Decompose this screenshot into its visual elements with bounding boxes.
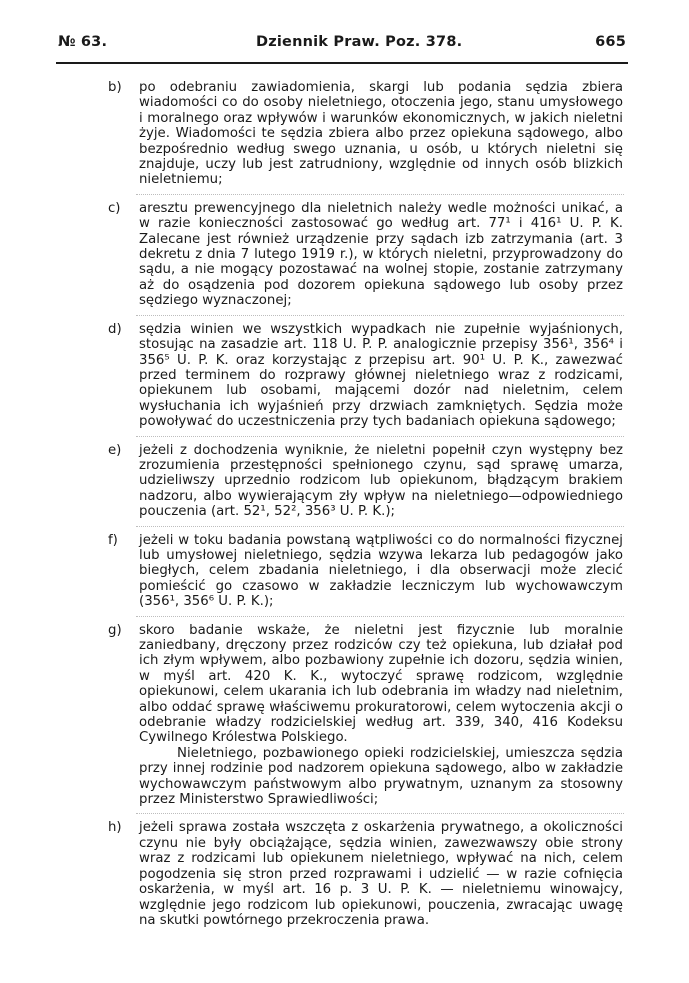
item-text: [139, 623, 623, 808]
list-item-b: [0, 80, 689, 188]
item-separator: [136, 194, 624, 195]
header-rule: [56, 62, 628, 64]
item-text: [139, 322, 623, 430]
paragraph: jeżeli sprawa została wszczęta z oskarżenia prywatnego, a okoliczności czynu nie były obciążające, sędzia winien, zawezwawszy obie strony wraz z rodzicami lub opiekunem nieletniego, wpływać na nich, celem pogodzenia się stron przed rozprawami i udzielić — w razie cofnięcia oskarżenia, w myśl art. 16 p. 3 U. P. K. — nieletniemu winowajcy, względnie jego rodzicom lub opiekunowi, pouczenia, zwracając uwagę na skutki powtórnego przekroczenia prawa.: [139, 820, 623, 928]
paragraph: sędzia winien we wszystkich wypadkach nie zupełnie wyjaśnionych, stosując na zasadzie art. 118 U. P. P. analogicznie przepisy 356¹, 356⁴ i 356⁵ U. P. K. oraz korzystając z przepisu art. 90¹ U. P. K., zawezwać przed terminem do rozprawy głównej nieletniego wraz z rodzicami, opiekunem lub osobami, mającemi dozór nad nieletnim, celem wysłuchania ich wyjaśnień przy drzwiach zamkniętych. Sędzia może powoływać do uczestniczenia przy tych badaniach opiekuna sądowego;: [139, 321, 623, 430]
list-item-d: [0, 322, 689, 430]
list-item-f: [0, 533, 689, 610]
item-marker: e): [108, 442, 122, 458]
item-text: [139, 80, 623, 188]
item-text: [139, 533, 623, 610]
item-separator: [136, 315, 624, 316]
item-marker: f): [108, 532, 118, 548]
page-number: 665: [595, 34, 626, 50]
journal-title: Dziennik Praw. Poz. 378.: [256, 34, 463, 50]
item-marker: d): [108, 321, 122, 337]
list-item-c: [0, 201, 689, 309]
issue-number: № 63.: [58, 34, 108, 50]
item-text: [139, 820, 623, 928]
paragraph: po odebraniu zawiadomienia, skargi lub podania sędzia zbiera wiadomości co do osoby nieletniego, otoczenia jego, stanu umysłowego i moralnego oraz wpływów i warunków ekonomicznych, w jakich nieletni żyje. Wiadomości te sędzia zbiera albo przez opiekuna sądowego, albo bezpośrednio według swego uznania, u osób, u których nieletni się znajduje, uczy lub jest zatrudniony, względnie od innych osób blizkich nieletniemu;: [139, 80, 623, 188]
item-separator: [136, 813, 624, 814]
item-text: [139, 201, 623, 309]
paragraph: Nieletniego, pozbawionego opieki rodzicielskiej, umieszcza sędzia przy innej rodzinie pod nadzorem opiekuna sądowego, albo w zakładzie wychowawczym państwowym albo prywatnym, uznanym za stosowny przez Ministerstwo Sprawiedliwości;: [139, 745, 623, 808]
item-separator: [136, 526, 624, 527]
paragraph: skoro badanie wskaże, że nieletni jest fizycznie lub moralnie zaniedbany, dręczony przez rodziców czy też opiekuna, lub działał pod ich złym wpływem, albo pozbawiony zupełnie ich dozoru, sędzia winien, w myśl art. 420 K. K., wytoczyć sprawę rodzicom, względnie opiekunowi, celem ukarania ich lub odebrania im władzy nad nieletnim, albo oddać sprawę właściwemu prokuratorowi, celem wytoczenia akcji o odebranie władzy rodzicielskiej według art. 339, 340, 416 Kodeksu Cywilnego Królestwa Polskiego.: [139, 622, 623, 746]
item-separator: [136, 436, 624, 437]
document-body: [0, 80, 689, 928]
list-item-g: [0, 623, 689, 808]
item-text: [139, 443, 623, 520]
item-marker: c): [108, 200, 121, 216]
list-item-e: [0, 443, 689, 520]
list-item-h: [0, 820, 689, 928]
item-marker: g): [108, 622, 122, 638]
item-marker: h): [108, 820, 122, 836]
item-separator: [136, 616, 624, 617]
paragraph: jeżeli z dochodzenia wyniknie, że nieletni popełnił czyn występny bez zrozumienia przestępności spełnionego czynu, sąd sprawę umarza, udzieliwszy uprzednio rodzicom lub opiekunom, błądzącym brakiem nadzoru, albo wywierającym zły wpływ na nieletniego—odpowiedniego pouczenia (art. 52¹, 52², 356³ U. P. K.);: [139, 442, 623, 520]
paragraph: aresztu prewencyjnego dla nieletnich należy wedle możności unikać, a w razie konieczności zastosować go według art. 77¹ i 416¹ U. P. K. Zalecane jest również urządzenie przy sądach izb zatrzymania (art. 3 dekretu z dnia 7 lutego 1919 r.), w których nieletni, przyprowadzony do sądu, a nie mogący pozostawać na wolnej stopie, zostanie zatrzymany aż do osądzenia pod dozorem opiekuna sądowego lub osoby przez sędziego wyznaczonej;: [139, 200, 623, 309]
page-header: [58, 31, 626, 55]
paragraph: jeżeli w toku badania powstaną wątpliwości co do normalności fizycznej lub umysłowej nieletniego, sędzia wzywa lekarza lub pedagogów jako biegłych, celem zbadania nieletniego, i dla obserwacji może zlecić pomieścić go czasowo w zakładzie leczniczym lub wychowawczym (356¹, 356⁶ U. P. K.);: [139, 532, 623, 610]
item-marker: b): [108, 80, 122, 95]
